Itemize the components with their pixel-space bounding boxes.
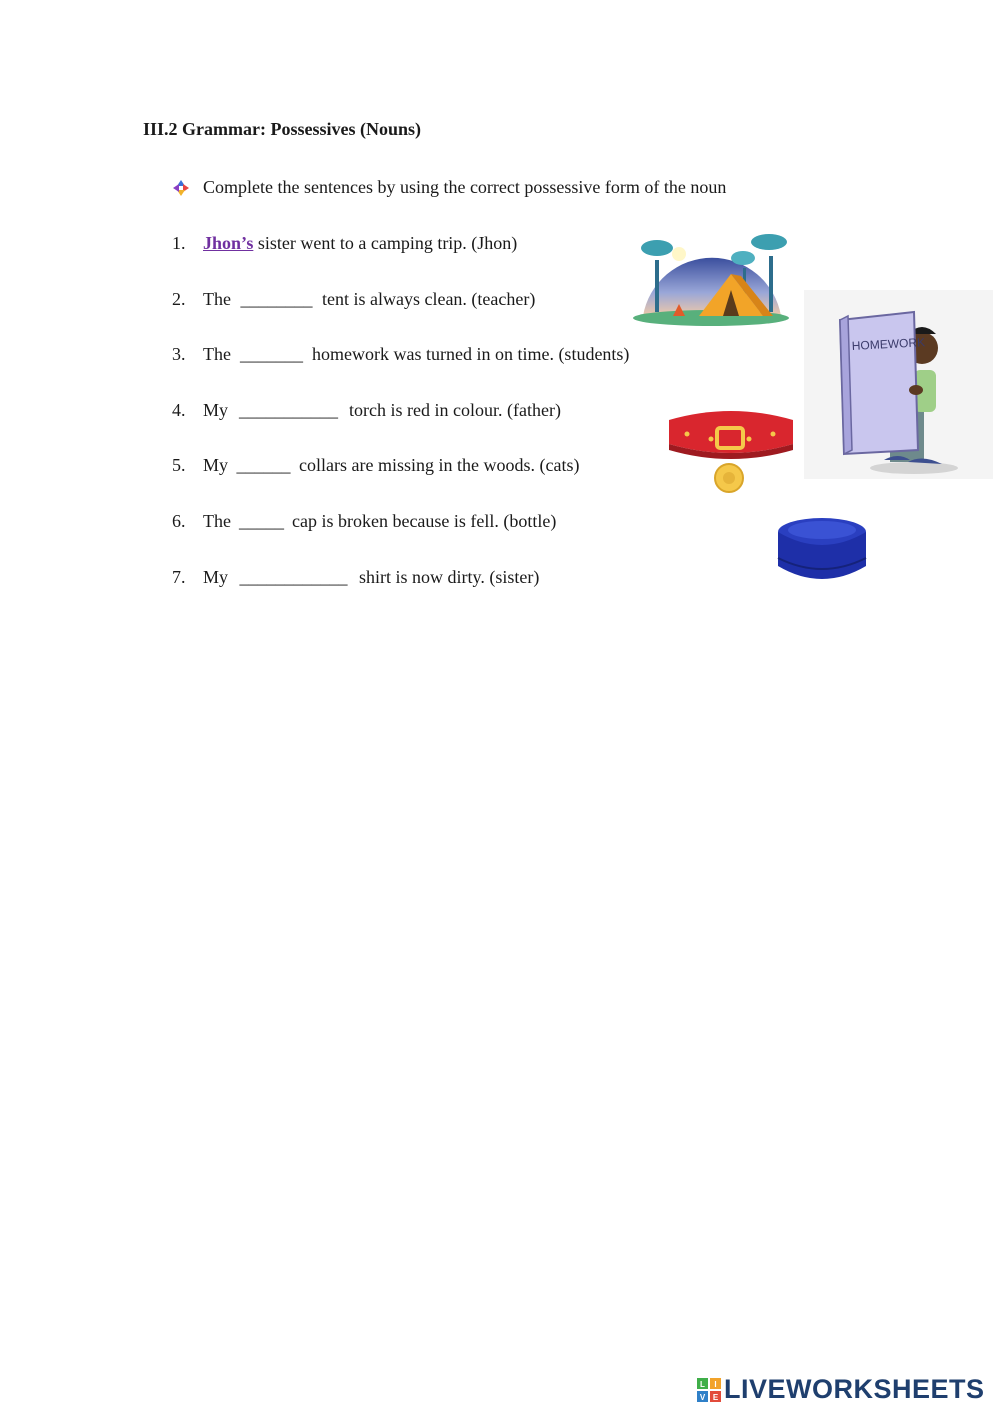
question-text: homework was turned in on time. (students)	[307, 344, 630, 364]
liveworksheets-badge-icon	[697, 1378, 721, 1402]
question-text: cap is broken because is fell. (bottle)	[287, 511, 557, 531]
camping-tent-picture	[633, 218, 790, 328]
question-number: 2.	[172, 289, 186, 309]
page-title: III.2 Grammar: Possessives (Nouns)	[143, 119, 421, 139]
svg-text:L: L	[700, 1379, 705, 1389]
question-text: sister went to a camping trip. (Jhon)	[253, 233, 518, 253]
boy-reading-homework-icon	[804, 290, 993, 479]
question-number: 4.	[172, 400, 186, 420]
question-4	[172, 400, 561, 421]
question-number: 5.	[172, 455, 186, 475]
answer-input-4[interactable]	[233, 400, 345, 421]
question-number: 7.	[172, 567, 186, 587]
homework-reader-picture	[804, 290, 993, 479]
question-text-before: The	[203, 511, 236, 531]
question-text-before: The	[203, 344, 236, 364]
question-text-before: My	[203, 400, 233, 420]
arrow-bullet-icon	[172, 179, 190, 197]
question-text-before: My	[203, 567, 233, 587]
answer-input-7[interactable]	[233, 567, 355, 588]
liveworksheets-wordmark: LIVEWORKSHEETS	[724, 1374, 985, 1404]
svg-text:V: V	[699, 1392, 706, 1402]
instruction	[172, 177, 726, 198]
question-number: 1.	[172, 233, 186, 253]
instruction-text: Complete the sentences by using the correct possessive form of the noun	[203, 177, 727, 197]
homework-book-label: HOMEWORK	[851, 335, 926, 353]
svg-text:E: E	[712, 1392, 719, 1402]
question-1	[172, 233, 517, 254]
question-text-before: My	[203, 455, 233, 475]
question-3	[172, 344, 629, 365]
question-number: 6.	[172, 511, 186, 531]
question-2	[172, 289, 535, 310]
answer-input-3[interactable]	[235, 344, 307, 365]
question-text: torch is red in colour. (father)	[344, 400, 561, 420]
question-6	[172, 511, 556, 532]
answer-input-6[interactable]	[235, 511, 287, 532]
blue-bottle-cap-picture	[774, 514, 870, 586]
liveworksheets-logo	[697, 1374, 985, 1405]
question-5	[172, 455, 579, 476]
answer-input-2[interactable]	[235, 289, 317, 310]
svg-text:I: I	[714, 1379, 717, 1389]
question-number: 3.	[172, 344, 186, 364]
red-collar-picture	[663, 406, 799, 498]
answer-text: Jhon’s	[203, 233, 254, 253]
question-text: collars are missing in the woods. (cats)	[294, 455, 580, 475]
answer-input-5[interactable]	[233, 455, 295, 476]
question-7	[172, 567, 539, 588]
question-text: tent is always clean. (teacher)	[317, 289, 536, 309]
question-text-before: The	[203, 289, 236, 309]
question-text: shirt is now dirty. (sister)	[354, 567, 540, 587]
